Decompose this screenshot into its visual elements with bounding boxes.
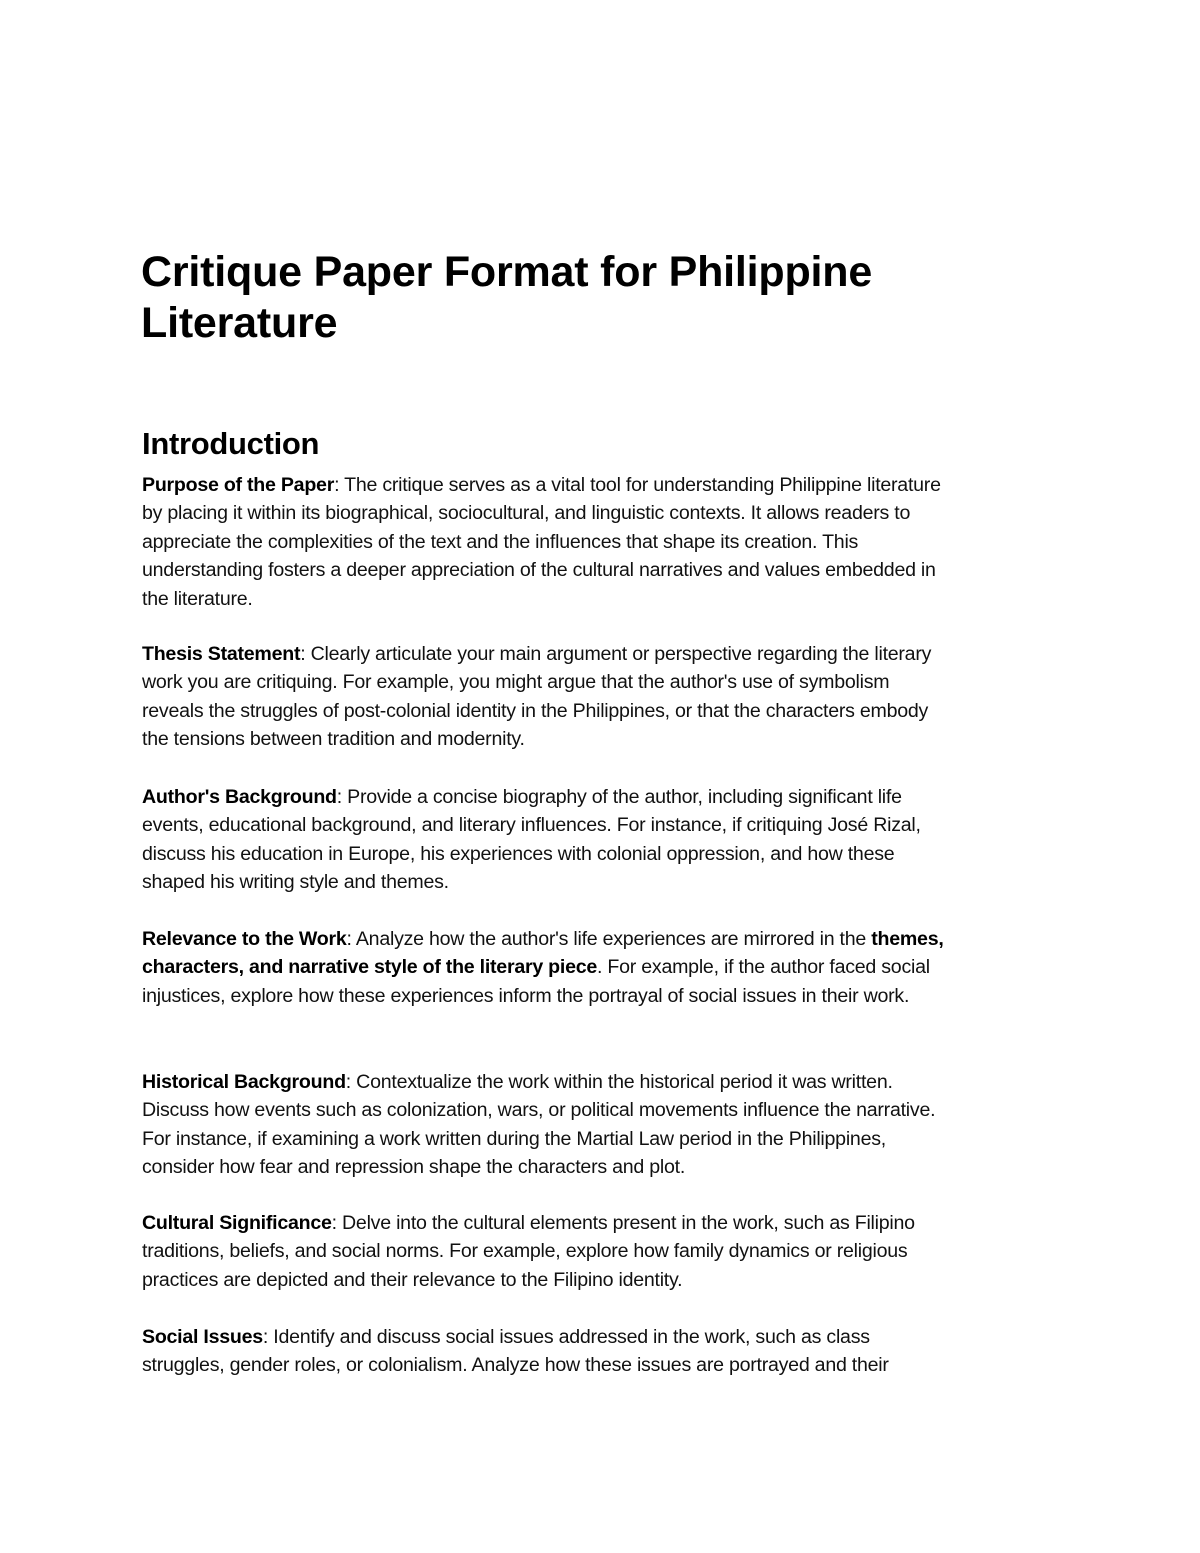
text-line: Discuss how events such as colonization, wars, or political movements influence the narrative.: [142, 1099, 936, 1122]
paragraph-historical-background: [142, 1068, 935, 1182]
emphasis-text: themes,: [871, 928, 944, 950]
text-line: events, educational background, and literary influences. For instance, if critiquing José Rizal,: [142, 814, 921, 837]
title-line: Critique Paper Format for Philippine: [141, 248, 873, 296]
text-line: understanding fosters a deeper appreciation of the cultural narratives and values embedded in: [142, 559, 936, 582]
text-segment: : Clearly articulate your main argument or perspective regarding the literary: [300, 643, 932, 665]
text-line: practices are depicted and their relevance to the Filipino identity.: [142, 1268, 683, 1291]
section-heading-introduction: Introduction: [142, 426, 320, 461]
text-line: appreciate the complexities of the text and the influences that shape its creation. This: [142, 530, 859, 553]
text-line: work you are critiquing. For example, you might argue that the author's use of symbolism: [142, 671, 890, 694]
text-line: shaped his writing style and themes.: [142, 871, 449, 894]
text-line: struggles, gender roles, or colonialism. Analyze how these issues are portrayed and their: [142, 1354, 889, 1377]
text-line: [142, 783, 921, 811]
paragraph-label: Purpose of the Paper: [142, 474, 335, 496]
paragraph-label: Social Issues: [142, 1326, 263, 1348]
text-line: consider how fear and repression shape the characters and plot.: [142, 1156, 686, 1179]
text-line: [142, 1323, 889, 1351]
paragraph-social-issues: [142, 1323, 889, 1380]
document-title: [141, 247, 872, 349]
paragraph-label: Author's Background: [142, 786, 337, 808]
text-line: [142, 1209, 915, 1237]
emphasis-text: characters, and narrative style of the literary piece: [142, 956, 598, 979]
text-line: traditions, beliefs, and social norms. For example, explore how family dynamics or religious: [142, 1240, 908, 1263]
paragraph-relevance-to-the-work: [142, 925, 944, 1010]
paragraph-label: Historical Background: [142, 1071, 346, 1093]
text-line: the literature.: [142, 587, 253, 610]
paragraph-label: Thesis Statement: [142, 643, 301, 665]
paragraph-thesis-statement: [142, 640, 931, 754]
text-segment: : Analyze how the author's life experiences are mirrored in the: [346, 928, 872, 950]
paragraph-label: Cultural Significance: [142, 1212, 332, 1234]
paragraph-authors-background: [142, 783, 921, 897]
text-line: [142, 1068, 935, 1096]
text-line: [142, 953, 944, 981]
paragraph-label: Relevance to the Work: [142, 928, 347, 950]
text-segment: : The critique serves as a vital tool for understanding Philippine literature: [334, 474, 941, 496]
text-segment: : Provide a concise biography of the author, including significant life: [336, 786, 902, 808]
text-line: discuss his education in Europe, his experiences with colonial oppression, and how these: [142, 842, 895, 865]
paragraph-cultural-significance: [142, 1209, 915, 1294]
title-line: Literature: [141, 299, 338, 347]
text-line: [142, 925, 944, 953]
text-line: reveals the struggles of post-colonial identity in the Philippines, or that the characters embody: [142, 699, 929, 722]
text-line: by placing it within its biographical, sociocultural, and linguistic contexts. It allows readers to: [142, 502, 911, 525]
text-segment: . For example, if the author faced social: [597, 956, 930, 979]
text-segment: : Contextualize the work within the historical period it was written.: [345, 1071, 893, 1093]
text-line: the tensions between tradition and modernity.: [142, 728, 525, 751]
text-line: [142, 640, 931, 668]
text-line: For instance, if examining a work written during the Martial Law period in the Philippines,: [142, 1127, 886, 1150]
text-segment: : Identify and discuss social issues addressed in the work, such as class: [262, 1326, 870, 1348]
text-line: injustices, explore how these experiences inform the portrayal of social issues in their work.: [142, 984, 910, 1007]
paragraph-purpose-of-the-paper: [142, 471, 941, 613]
text-segment: : Delve into the cultural elements present in the work, such as Filipino: [331, 1212, 915, 1234]
text-line: [142, 471, 941, 499]
